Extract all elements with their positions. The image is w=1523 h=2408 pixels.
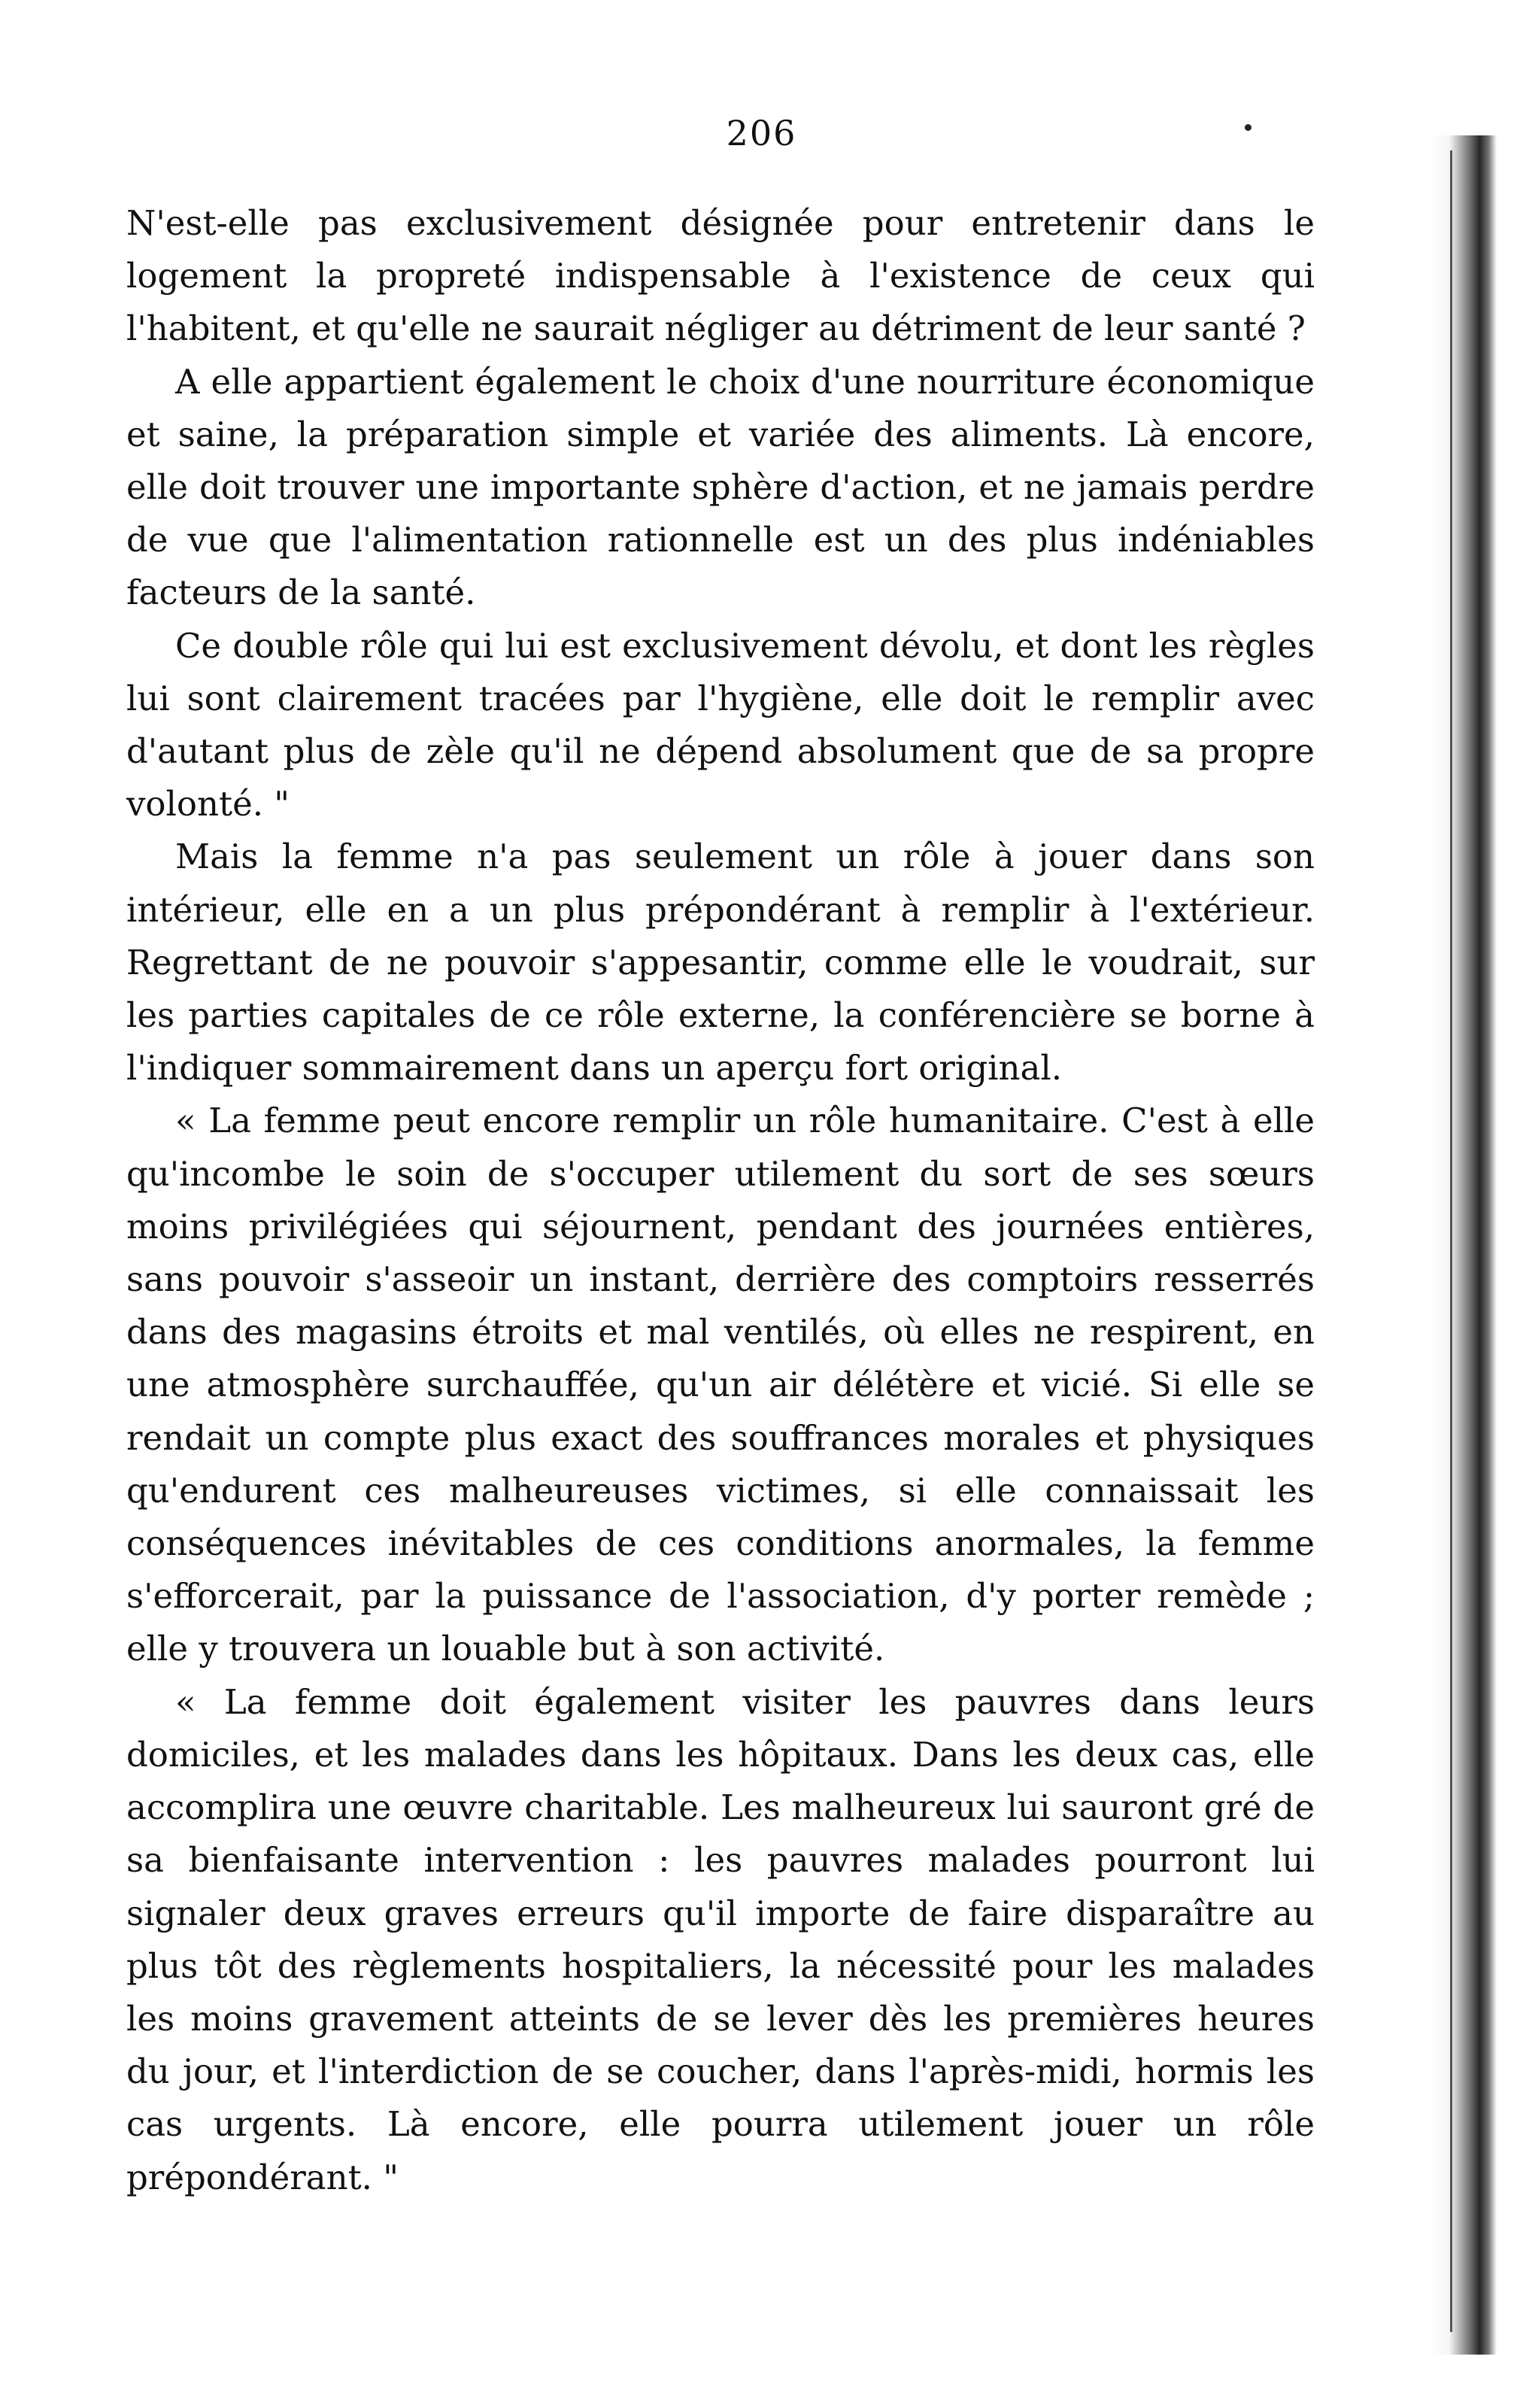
page-binding-line — [1450, 150, 1452, 2332]
paragraph-5: « La femme peut encore remplir un rôle humanitaire. C'est à elle qu'incombe le soin de s'occuper utilement du sort de ses sœurs moins privilégiées qui séjournent, pendant des journées entières, sans pouvoir s'asseoir un instant, derrière des comptoirs resserrés dans des magasins étroits et mal ventilés, où elles ne respirent, en une atmosphère surchauffée, qu'un air délétère et vicié. Si elle se rendait un compte plus exact des souffrances morales et physiques qu'endurent ces malheureuses victimes, si elle connaissait les conséquences inévitables de ces conditions anormales, la femme s'efforcerait, par la puissance de l'association, d'y porter remède ; elle y trouvera un louable but à son activité. — [126, 1101, 1315, 1669]
ink-dot — [1245, 124, 1251, 131]
paragraph-3: Ce double rôle qui lui est exclusivement dévolu, et dont les règles lui sont clairement tracées par l'hygiène, elle doit le remplir avec d'autant plus de zèle qu'il ne dépend absolument que de sa propre volonté. " — [126, 625, 1315, 824]
paragraph-2: A elle appartient également le choix d'une nourriture économique et saine, la préparation simple et variée des aliments. Là encore, elle doit trouver une importante sphère d'action, et ne jamais perdre de vue que l'alimentation rationnelle est un des plus indéniables facteurs de la santé. — [126, 361, 1315, 613]
paragraph-4: Mais la femme n'a pas seulement un rôle à jouer dans son intérieur, elle en a un plus prépondérant à remplir à l'extérieur. Regrettant de ne pouvoir s'appesantir, comme elle le voudrait, sur les parties capitales de ce rôle externe, la conférencière se borne à l'indiquer sommairement dans un aperçu fort original. — [126, 837, 1315, 1089]
paragraph-1: N'est-elle pas exclusivement désignée pour entretenir dans le logement la propreté indispensable à l'existence de ceux qui l'habitent, et qu'elle ne saurait négliger au détriment de leur santé ? — [126, 203, 1315, 349]
page-number: 206 — [726, 113, 797, 153]
text-body — [126, 197, 1315, 2204]
paragraph-6: « La femme doit également visiter les pauvres dans leurs domiciles, et les malades dans les hôpitaux. Dans les deux cas, elle accomplira une œuvre charitable. Les malheureux lui sauront gré de sa bienfaisante intervention : les pauvres malades pourront lui signaler deux graves erreurs qu'il importe de faire disparaître au plus tôt des règlements hospitaliers, la nécessité pour les malades les moins gravement atteints de se lever dès les premières heures du jour, et l'interdiction de se coucher, dans l'après-midi, hormis les cas urgents. Là encore, elle pourra utilement jouer un rôle prépondérant. " — [126, 1681, 1315, 2197]
page-binding-shadow — [1429, 135, 1497, 2355]
